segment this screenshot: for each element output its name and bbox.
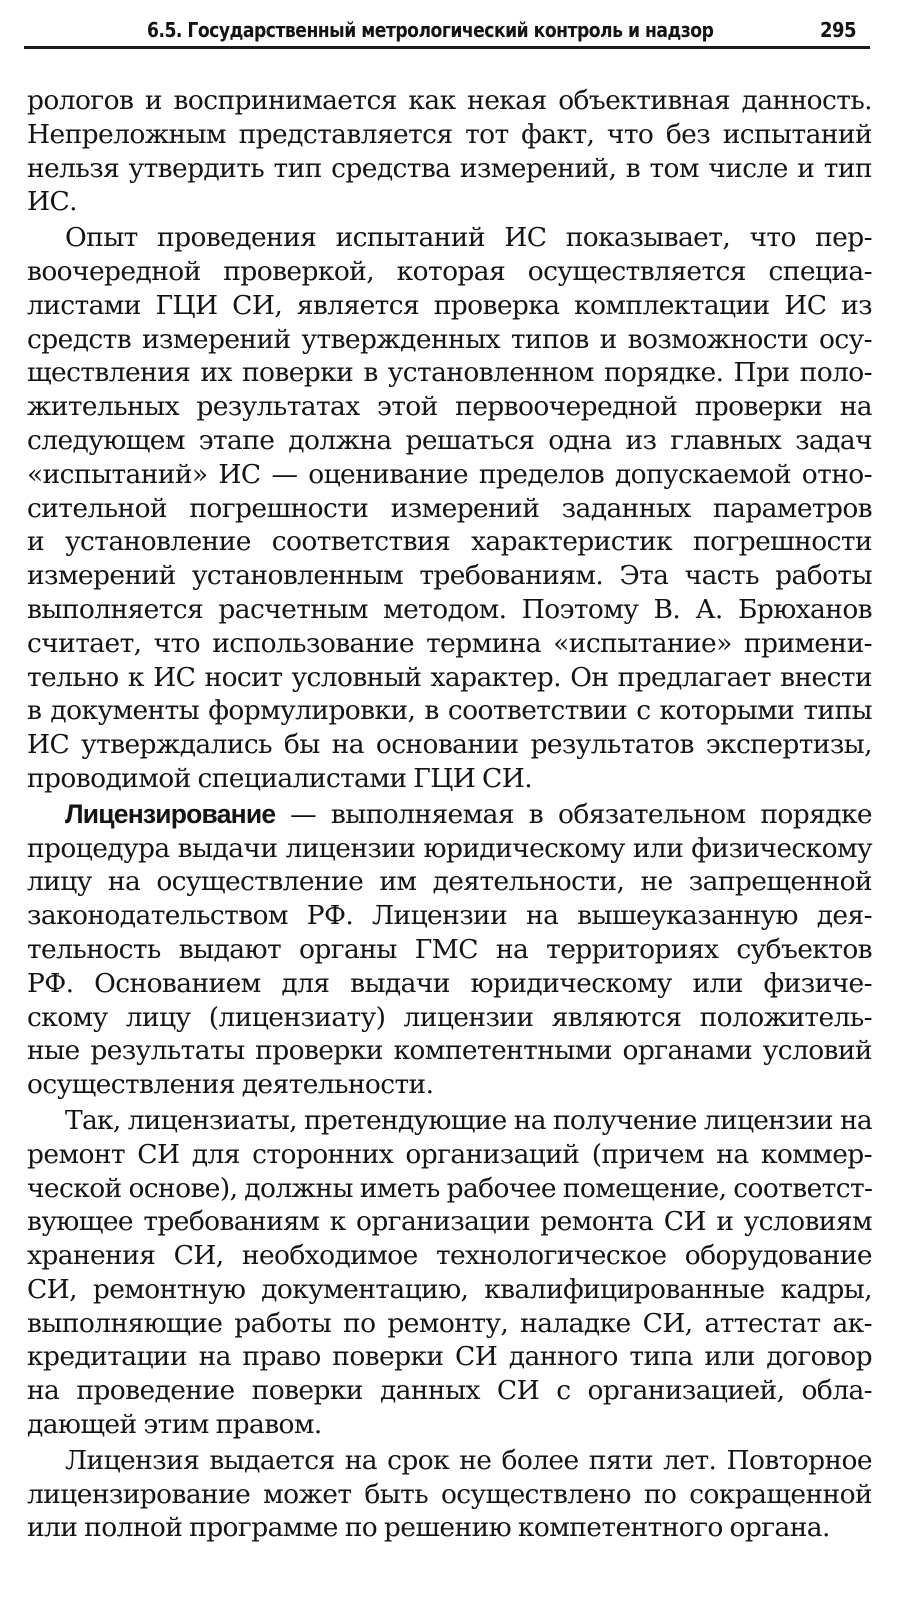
text-line: законодательством РФ. Лицензии на вышеуказанную дея- [27,900,872,932]
text-line: выполняется расчетным методом. Поэтому В. А. Брюханов [27,593,872,625]
text-line: ИС утверждались бы на основании результатов экспертизы, [27,729,872,761]
paragraph-2 [27,221,872,796]
paragraph-3 [27,798,872,1102]
text-line: в документы формулировки, в соответствии с которыми типы [27,695,872,727]
paragraph-4 [27,1104,872,1442]
text-line: ществления их поверки в установленном порядке. При поло- [27,357,872,389]
text-line: тельность выдают органы ГМС на территориях субъектов [27,933,872,965]
text-line: ные результаты проверки компетентными органами условий [27,1035,872,1067]
text-line: жительных результатах этой первоочередной проверки на [27,391,872,423]
text-line: Лицензия выдается на срок не более пяти лет. Повторное [65,1444,872,1476]
text-line: кредитации на право поверки СИ данного типа или договор [27,1341,872,1373]
defined-term: Лицензирование [65,798,276,829]
text-line: хранения СИ, необходимое технологическое оборудование [27,1240,872,1272]
text-line: проводимой специалистами ГЦИ СИ. [27,762,533,794]
text-line [27,798,872,832]
text-line: измерений установленным требованиям. Эта часть работы [27,560,872,592]
text-line: СИ, ремонтную документацию, квалифицированные кадры, [27,1273,872,1305]
body-text [27,84,872,1545]
text-line: нельзя утвердить тип средства измерений, в том числе и тип [27,152,872,184]
text-line: ческой основе), должны иметь рабочее помещение, соответст- [27,1172,873,1204]
section-title: 6.5. Государственный метрологический контроль и надзор [147,18,714,42]
text-line: выполняющие работы по ремонту, наладке СИ, аттестат ак- [27,1307,872,1339]
text-line: РФ. Основанием для выдачи юридическому или физиче- [27,967,872,999]
text-line: «испытаний» ИС — оценивание пределов допускаемой отно- [27,458,872,490]
text-line: осуществления деятельности. [27,1069,434,1101]
text-line: на проведение поверки данных СИ с организацией, обла- [27,1375,872,1407]
paragraph-5 [27,1444,872,1545]
term-definition-start: — выполняемая в обязательном порядке [275,798,872,830]
text-line: скому лицу (лицензиату) лицензии являются положитель- [27,1001,872,1033]
text-line: считает, что использование термина «испытание» примени- [27,627,872,659]
text-line: листами ГЦИ СИ, является проверка комплектации ИС из [27,289,872,321]
text-line: или полной программе по решению компетентного органа. [27,1512,830,1544]
text-line: следующем этапе должна решаться одна из главных задач [27,424,872,456]
paragraph-1 [27,84,872,219]
text-line: вующее требованиям к организации ремонта СИ и условиям [27,1206,872,1238]
text-line: воочередной проверкой, которая осуществляется специа- [27,255,872,287]
running-head [24,12,870,49]
text-line: ИС. [27,186,78,218]
page-number: 295 [820,18,856,42]
text-line: процедура выдачи лицензии юридическому или физическому [27,832,872,864]
text-line: и установление соответствия характеристик погрешности [27,526,872,558]
text-line: лицензирование может быть осуществлено по сокращенной [27,1478,872,1510]
text-line: Опыт проведения испытаний ИС показывает, что пер- [65,222,872,254]
text-line: средств измерений утвержденных типов и возможности осу- [27,323,872,355]
text-line: дающей этим правом. [27,1409,322,1441]
text-line: Так, лицензиаты, претендующие на получение лицензии на [65,1104,872,1136]
text-line: сительной погрешности измерений заданных параметров [27,492,872,524]
text-line: тельно к ИС носит условный характер. Он предлагает внести [27,661,872,693]
text-line: Непреложным представляется тот факт, что без испытаний [27,118,872,150]
text-line: рологов и воспринимается как некая объективная данность. [27,85,872,116]
text-line: ремонт СИ для сторонних организаций (причем на коммер- [27,1138,872,1170]
text-line: лицу на осуществление им деятельности, не запрещенной [27,866,872,898]
